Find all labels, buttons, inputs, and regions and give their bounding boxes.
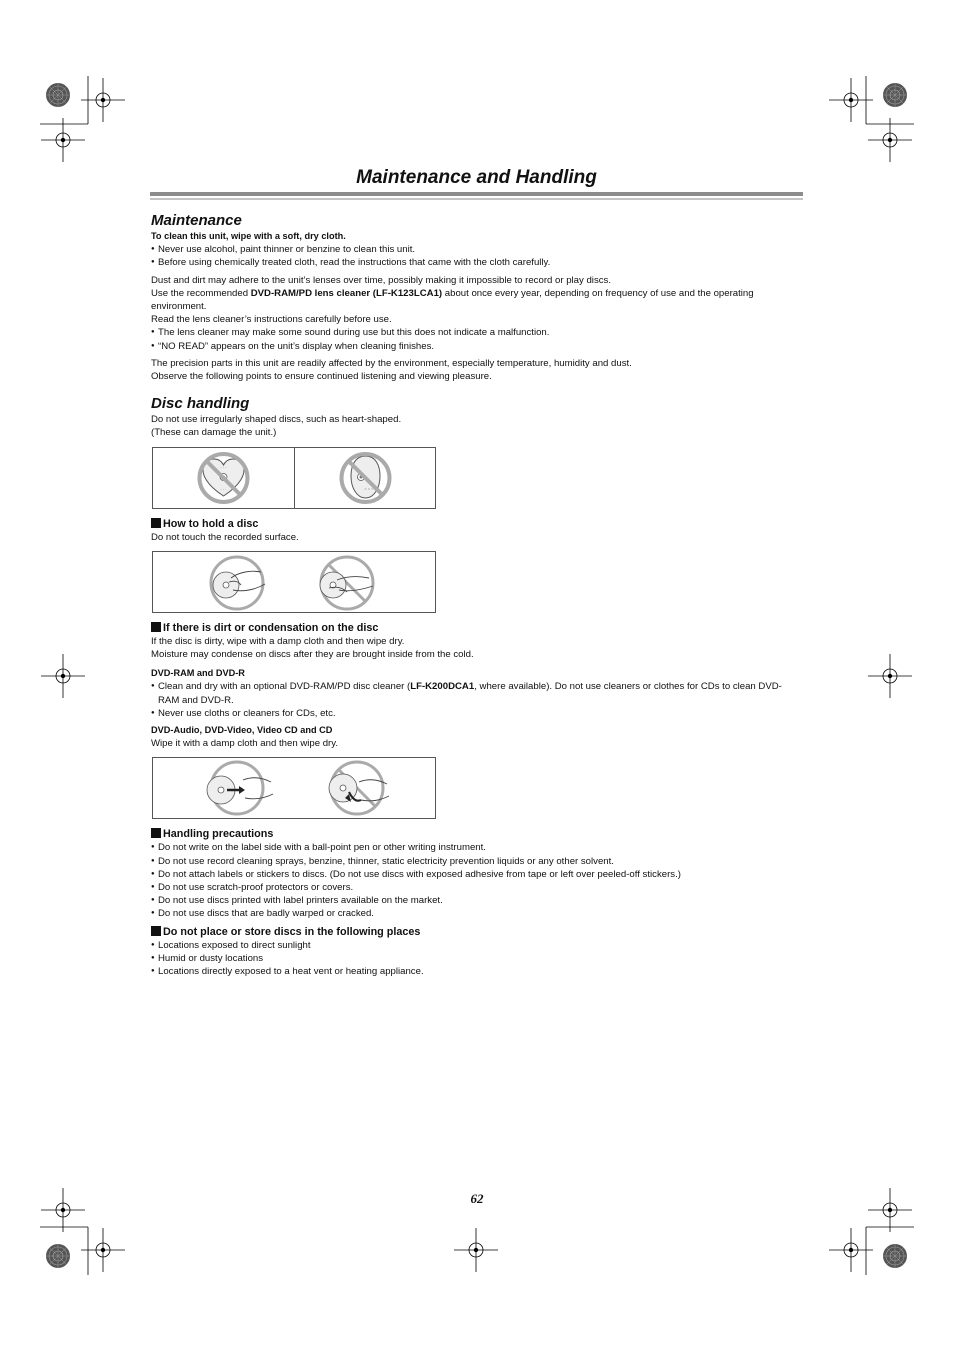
wipe-instruction: Wipe it with a damp cloth and then wipe dry. xyxy=(151,738,338,750)
hold-instruction: Do not touch the recorded surface. xyxy=(151,531,299,543)
dvd-ram-instructions xyxy=(151,680,803,720)
wipe-disc-figure xyxy=(152,757,436,819)
maintenance-heading: Maintenance xyxy=(151,212,242,229)
list-item: ● Never use cloths or cleaners for CDs, etc. xyxy=(151,707,803,720)
list-item: ● The lens cleaner may make some sound during use but this does not indicate a malfunction. xyxy=(151,326,803,339)
list-item: ● Before using chemically treated cloth, read the instructions that came with the cloth carefully. xyxy=(151,256,803,269)
list-item: ● Do not write on the label side with a ball-point pen or other writing instrument. xyxy=(151,841,803,854)
incorrect-hold-illustration xyxy=(320,557,373,609)
irregular-disc-figure xyxy=(152,447,436,509)
title-rule xyxy=(150,192,803,196)
read-instructions: Read the lens cleaner’s instructions carefully before use. xyxy=(151,314,392,326)
page-number: 62 xyxy=(470,1191,484,1206)
dvd-audio-heading: DVD-Audio, DVD-Video, Video CD and CD xyxy=(151,725,333,736)
list-item: ● “NO READ” appears on the unit’s display when cleaning finishes. xyxy=(151,340,803,353)
dust-paragraph: Dust and dirt may adhere to the unit’s lenses over time, possibly making it impossible to record or play discs. xyxy=(151,274,611,286)
list-item: ● Do not use record cleaning sprays, benzine, thinner, static electricity prevention liquids or any other solvent. xyxy=(151,855,803,868)
page-title: Maintenance and Handling xyxy=(356,167,597,188)
list-item: ● Humid or dusty locations xyxy=(151,952,803,965)
list-item: ● Never use alcohol, paint thinner or benzine to clean this unit. xyxy=(151,243,803,256)
damage-note: (These can damage the unit.) xyxy=(151,427,277,439)
dirt-condensation-heading: If there is dirt or condensation on the disc xyxy=(151,621,803,635)
disc-cleaner-model: LF-K200DCA1 xyxy=(410,681,475,693)
section-marker-icon xyxy=(151,518,161,528)
list-item: ● Do not use scratch-proof protectors or covers. xyxy=(151,881,803,894)
lens-cleaner-notes xyxy=(151,326,803,352)
section-marker-icon xyxy=(151,926,161,936)
handling-precautions-heading: Handling precautions xyxy=(151,827,803,841)
section-marker-icon xyxy=(151,828,161,838)
disc-handling-section xyxy=(151,395,803,978)
list-item: ● Do not use discs that are badly warped or cracked. xyxy=(151,907,803,920)
cleaning-warnings xyxy=(151,243,803,269)
shaped-disc-illustration xyxy=(295,448,436,508)
title-rule-thin xyxy=(150,198,803,200)
svg-text:= = =: = = = xyxy=(364,485,374,491)
hold-disc-figure xyxy=(152,551,436,613)
list-item: ● Locations exposed to direct sunlight xyxy=(151,939,803,952)
maintenance-section xyxy=(151,212,803,383)
list-item: ● Do not use discs printed with label printers available on the market. xyxy=(151,894,803,907)
incorrect-wipe-illustration xyxy=(329,762,389,814)
dvd-ram-heading: DVD-RAM and DVD-R xyxy=(151,668,245,679)
how-to-hold-heading: How to hold a disc xyxy=(151,517,803,531)
lens-cleaner-paragraph: Use the recommended DVD-RAM/PD lens cleaner (LF-K123LCA1) about once every year, depending on frequency of use and the operating environment. xyxy=(151,287,754,313)
dirty-disc-text: If the disc is dirty, wipe with a damp cloth and then wipe dry. xyxy=(151,635,405,647)
section-marker-icon xyxy=(151,622,161,632)
moisture-text: Moisture may condense on discs after they are brought inside from the cold. xyxy=(151,649,474,661)
correct-wipe-illustration xyxy=(207,762,273,814)
disc-handling-heading: Disc handling xyxy=(151,395,250,413)
precision-paragraph: The precision parts in this unit are readily affected by the environment, especially temperature, humidity and dust. xyxy=(151,357,632,369)
list-item: ● Locations directly exposed to a heat vent or heating appliance. xyxy=(151,965,803,978)
list-item: ● Clean and dry with an optional DVD-RAM/PD disc cleaner (LF-K200DCA1, where available). Do not use cleaners or clothes for CDs to clean DVD-RAM and DVD-R. xyxy=(151,680,803,706)
cleaning-instruction: To clean this unit, wipe with a soft, dry cloth. xyxy=(151,231,346,241)
correct-hold-illustration xyxy=(211,557,265,609)
storage-heading: Do not place or store discs in the following places xyxy=(151,925,803,939)
heart-disc-illustration xyxy=(153,448,294,508)
irregular-discs-text: Do not use irregularly shaped discs, such as heart-shaped. xyxy=(151,414,402,426)
observe-paragraph: Observe the following points to ensure continued listening and viewing pleasure. xyxy=(151,371,492,383)
svg-text:- - -: - - - xyxy=(220,485,227,491)
page-content xyxy=(151,212,803,978)
svg-text:- - -: - - - xyxy=(220,463,227,469)
lens-cleaner-model: DVD-RAM/PD lens cleaner (LF-K123LCA1) xyxy=(250,287,443,299)
handling-precautions-list xyxy=(151,841,803,920)
storage-list xyxy=(151,939,803,979)
list-item: ● Do not attach labels or stickers to discs. (Do not use discs with exposed adhesive from tape or left over peeled-off stickers.) xyxy=(151,868,803,881)
